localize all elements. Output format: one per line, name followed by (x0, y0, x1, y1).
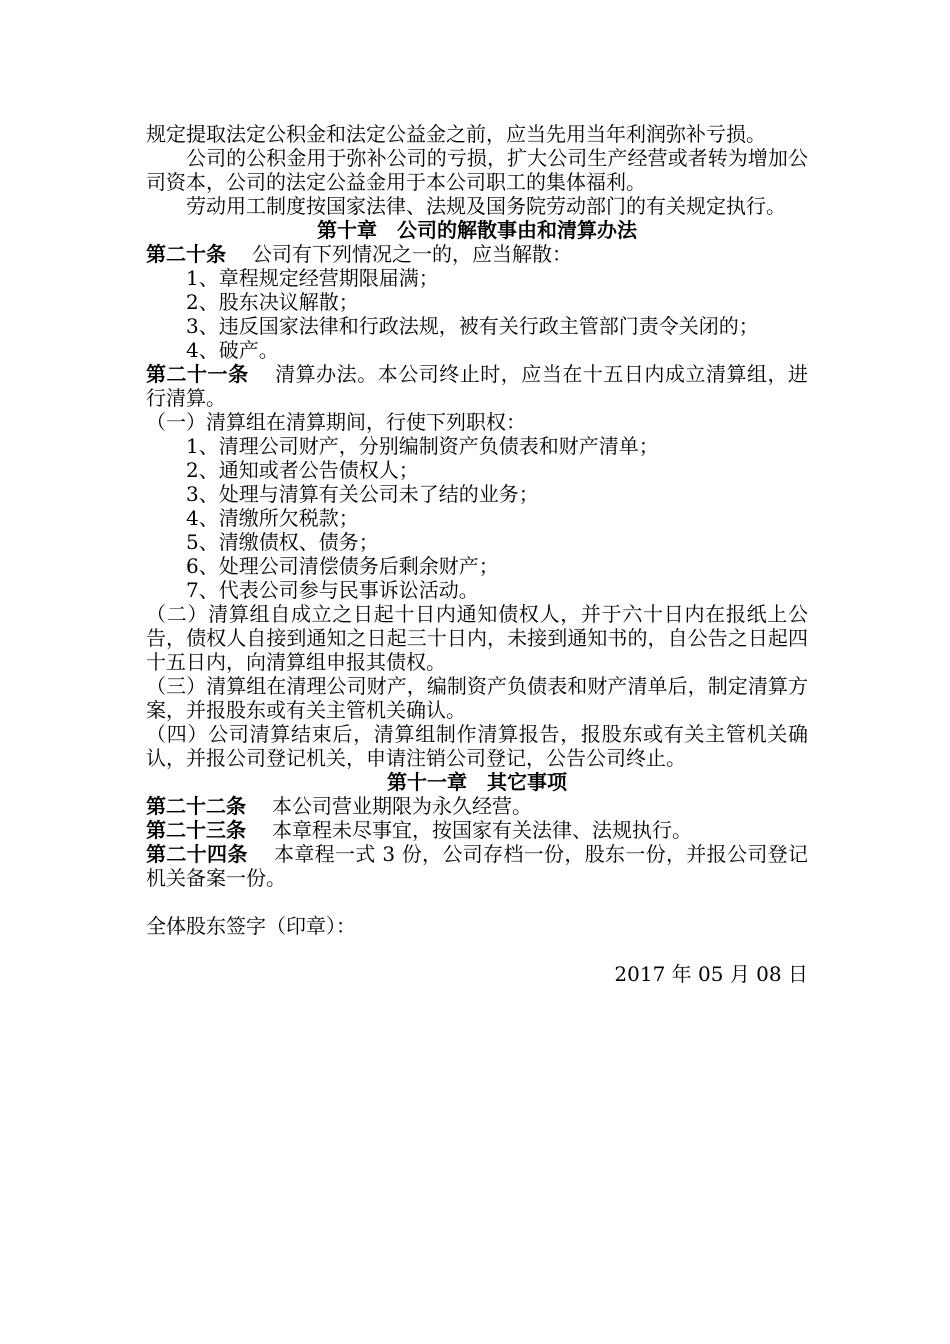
document-date: 2017 年 05 月 08 日 (614, 962, 808, 986)
chapter-10-title: 第十章 公司的解散事由和清算办法 (317, 218, 637, 242)
article-24-label: 第二十四条 (146, 842, 248, 866)
article-21-item: 2、通知或者公告债权人； (186, 458, 419, 482)
article-24-text: 本章程一式 3 份，公司存档一份，股东一份，并报公司登记机关备案一份。 (146, 842, 808, 890)
article-21-item: 6、处理公司清偿债务后剩余财产； (186, 554, 499, 578)
article-20-item: 3、违反国家法律和行政法规，被有关行政主管部门责令关闭的； (186, 314, 759, 338)
article-20-text: 公司有下列情况之一的，应当解散： (252, 242, 572, 266)
article-22-text: 本公司营业期限为永久经营。 (272, 794, 532, 818)
document-body (146, 122, 808, 986)
article-20-item: 2、股东决议解散； (186, 290, 359, 314)
article-24 (146, 842, 808, 890)
article-21-item: 4、清缴所欠税款； (186, 506, 359, 530)
article-21-sub-4: （四）公司清算结束后，清算组制作清算报告，报股东或有关主管机关确认，并报公司登记机关，申请注销公司登记，公告公司终止。 (146, 722, 808, 770)
article-21-text: 清算办法。本公司终止时，应当在十五日内成立清算组，进行清算。 (146, 362, 809, 410)
article-21-item: 1、清理公司财产，分别编制资产负债表和财产清单； (186, 434, 659, 458)
chapter-11-title: 第十一章 其它事项 (387, 770, 567, 794)
article-22-label: 第二十二条 (146, 794, 246, 818)
article-21-sub-1: （一）清算组在清算期间，行使下列职权： (146, 410, 526, 434)
article-23-label: 第二十三条 (146, 818, 246, 842)
article-20-item: 1、章程规定经营期限届满； (186, 266, 439, 290)
article-21-item: 3、处理与清算有关公司未了结的业务； (186, 482, 539, 506)
intro-paragraph-reserve-fund: 公司的公积金用于弥补公司的亏损，扩大公司生产经营或者转为增加公司资本，公司的法定公益金用于本公司职工的集体福利。 (146, 146, 808, 194)
article-21-label: 第二十一条 (146, 362, 249, 386)
article-21-sub-2: （二）清算组自成立之日起十日内通知债权人，并于六十日内在报纸上公告，债权人自接到通知之日起三十日内，未接到通知书的，自公告之日起四十五日内，向清算组申报其债权。 (146, 602, 808, 674)
article-21 (146, 362, 808, 410)
article-23-text: 本章程未尽事宜，按国家有关法律、法规执行。 (272, 818, 692, 842)
article-20-label: 第二十条 (146, 242, 226, 266)
shareholder-signature-line: 全体股东签字（印章）： (146, 914, 356, 938)
article-20 (146, 242, 808, 266)
intro-line: 规定提取法定公积金和法定公益金之前，应当先用当年利润弥补亏损。 (146, 122, 766, 146)
intro-paragraph-labor: 劳动用工制度按国家法律、法规及国务院劳动部门的有关规定执行。 (186, 194, 786, 218)
article-20-item: 4、破产。 (186, 338, 279, 362)
article-22 (146, 794, 808, 818)
article-21-item: 5、清缴债权、债务； (186, 530, 379, 554)
article-23 (146, 818, 808, 842)
article-21-sub-3: （三）清算组在清理公司财产，编制资产负债表和财产清单后，制定清算方案，并报股东或有关主管机关确认。 (146, 674, 808, 722)
article-21-item: 7、代表公司参与民事诉讼活动。 (186, 578, 479, 602)
